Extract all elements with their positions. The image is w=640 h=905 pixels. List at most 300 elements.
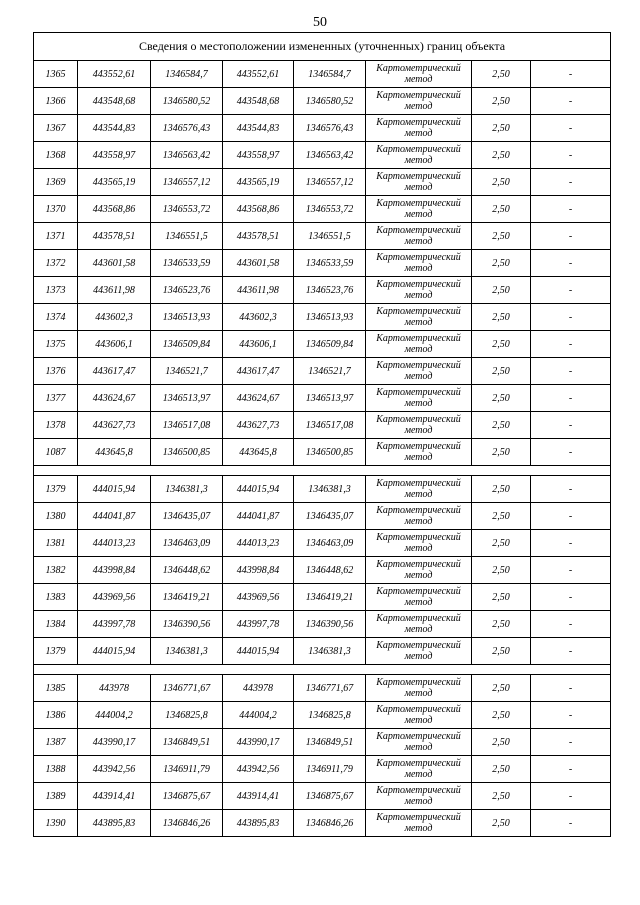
y-new-cell: 1346563,42 bbox=[294, 142, 366, 169]
method-line1: Картометрический bbox=[376, 333, 461, 344]
y-new-cell: 1346517,08 bbox=[294, 412, 366, 439]
table-row bbox=[34, 675, 611, 702]
point-number-cell: 1367 bbox=[34, 115, 78, 142]
method-line1: Картометрический bbox=[376, 505, 461, 516]
accuracy-cell: 2,50 bbox=[472, 412, 531, 439]
method-cell bbox=[366, 169, 472, 196]
point-number-cell: 1369 bbox=[34, 169, 78, 196]
y-existing-cell: 1346849,51 bbox=[151, 729, 223, 756]
y-existing-cell: 1346533,59 bbox=[151, 250, 223, 277]
y-new-cell: 1346381,3 bbox=[294, 638, 366, 665]
method-line2: метод bbox=[404, 570, 433, 581]
description-cell: - bbox=[531, 223, 611, 250]
group-separator-row bbox=[34, 466, 611, 476]
x-existing-cell: 443601,58 bbox=[78, 250, 151, 277]
method-line2: метод bbox=[404, 398, 433, 409]
method-line2: метод bbox=[404, 128, 433, 139]
description-cell: - bbox=[531, 304, 611, 331]
accuracy-cell: 2,50 bbox=[472, 503, 531, 530]
y-existing-cell: 1346563,42 bbox=[151, 142, 223, 169]
y-new-cell: 1346463,09 bbox=[294, 530, 366, 557]
method-line1: Картометрический bbox=[376, 559, 461, 570]
x-existing-cell: 443990,17 bbox=[78, 729, 151, 756]
x-existing-cell: 443997,78 bbox=[78, 611, 151, 638]
y-existing-cell: 1346381,3 bbox=[151, 638, 223, 665]
accuracy-cell: 2,50 bbox=[472, 675, 531, 702]
y-new-cell: 1346435,07 bbox=[294, 503, 366, 530]
method-cell bbox=[366, 385, 472, 412]
method-cell bbox=[366, 439, 472, 466]
x-new-cell: 443914,41 bbox=[223, 783, 294, 810]
description-cell: - bbox=[531, 729, 611, 756]
method-cell bbox=[366, 358, 472, 385]
method-cell bbox=[366, 476, 472, 503]
method-line1: Картометрический bbox=[376, 198, 461, 209]
description-cell: - bbox=[531, 530, 611, 557]
point-number-cell: 1381 bbox=[34, 530, 78, 557]
table-row bbox=[34, 169, 611, 196]
y-new-cell: 1346849,51 bbox=[294, 729, 366, 756]
method-line1: Картометрический bbox=[376, 306, 461, 317]
point-number-cell: 1365 bbox=[34, 61, 78, 88]
description-cell: - bbox=[531, 503, 611, 530]
y-new-cell: 1346513,93 bbox=[294, 304, 366, 331]
y-new-cell: 1346553,72 bbox=[294, 196, 366, 223]
point-number-cell: 1383 bbox=[34, 584, 78, 611]
description-cell: - bbox=[531, 675, 611, 702]
method-line2: метод bbox=[404, 263, 433, 274]
method-line1: Картометрический bbox=[376, 613, 461, 624]
accuracy-cell: 2,50 bbox=[472, 810, 531, 837]
table-row bbox=[34, 196, 611, 223]
table-row bbox=[34, 223, 611, 250]
method-cell bbox=[366, 810, 472, 837]
y-existing-cell: 1346463,09 bbox=[151, 530, 223, 557]
accuracy-cell: 2,50 bbox=[472, 476, 531, 503]
table-row bbox=[34, 783, 611, 810]
accuracy-cell: 2,50 bbox=[472, 439, 531, 466]
method-cell bbox=[366, 783, 472, 810]
x-existing-cell: 443914,41 bbox=[78, 783, 151, 810]
y-existing-cell: 1346576,43 bbox=[151, 115, 223, 142]
table-row bbox=[34, 304, 611, 331]
table-row bbox=[34, 439, 611, 466]
x-existing-cell: 443998,84 bbox=[78, 557, 151, 584]
method-cell bbox=[366, 412, 472, 439]
y-existing-cell: 1346771,67 bbox=[151, 675, 223, 702]
x-new-cell: 443645,8 bbox=[223, 439, 294, 466]
accuracy-cell: 2,50 bbox=[472, 88, 531, 115]
y-new-cell: 1346448,62 bbox=[294, 557, 366, 584]
method-line2: метод bbox=[404, 425, 433, 436]
y-existing-cell: 1346517,08 bbox=[151, 412, 223, 439]
y-existing-cell: 1346513,97 bbox=[151, 385, 223, 412]
method-line1: Картометрический bbox=[376, 758, 461, 769]
method-cell bbox=[366, 196, 472, 223]
point-number-cell: 1366 bbox=[34, 88, 78, 115]
point-number-cell: 1375 bbox=[34, 331, 78, 358]
description-cell: - bbox=[531, 61, 611, 88]
y-existing-cell: 1346557,12 bbox=[151, 169, 223, 196]
point-number-cell: 1372 bbox=[34, 250, 78, 277]
method-line1: Картометрический bbox=[376, 171, 461, 182]
method-line2: метод bbox=[404, 344, 433, 355]
point-number-cell: 1380 bbox=[34, 503, 78, 530]
accuracy-cell: 2,50 bbox=[472, 358, 531, 385]
y-new-cell: 1346580,52 bbox=[294, 88, 366, 115]
method-cell bbox=[366, 702, 472, 729]
description-cell: - bbox=[531, 385, 611, 412]
accuracy-cell: 2,50 bbox=[472, 611, 531, 638]
y-existing-cell: 1346551,5 bbox=[151, 223, 223, 250]
method-cell bbox=[366, 530, 472, 557]
y-existing-cell: 1346509,84 bbox=[151, 331, 223, 358]
x-new-cell: 443969,56 bbox=[223, 584, 294, 611]
y-new-cell: 1346825,8 bbox=[294, 702, 366, 729]
y-new-cell: 1346911,79 bbox=[294, 756, 366, 783]
y-existing-cell: 1346846,26 bbox=[151, 810, 223, 837]
point-number-cell: 1087 bbox=[34, 439, 78, 466]
method-line2: метод bbox=[404, 769, 433, 780]
table-row bbox=[34, 142, 611, 169]
point-number-cell: 1370 bbox=[34, 196, 78, 223]
description-cell: - bbox=[531, 250, 611, 277]
point-number-cell: 1379 bbox=[34, 476, 78, 503]
table-row bbox=[34, 331, 611, 358]
point-number-cell: 1388 bbox=[34, 756, 78, 783]
y-new-cell: 1346523,76 bbox=[294, 277, 366, 304]
accuracy-cell: 2,50 bbox=[472, 304, 531, 331]
table-row bbox=[34, 115, 611, 142]
x-existing-cell: 444015,94 bbox=[78, 638, 151, 665]
x-new-cell: 443627,73 bbox=[223, 412, 294, 439]
table-row bbox=[34, 61, 611, 88]
y-existing-cell: 1346390,56 bbox=[151, 611, 223, 638]
table-row bbox=[34, 476, 611, 503]
y-existing-cell: 1346584,7 bbox=[151, 61, 223, 88]
method-cell bbox=[366, 277, 472, 304]
method-line1: Картометрический bbox=[376, 731, 461, 742]
point-number-cell: 1373 bbox=[34, 277, 78, 304]
method-line1: Картометрический bbox=[376, 812, 461, 823]
point-number-cell: 1382 bbox=[34, 557, 78, 584]
method-line2: метод bbox=[404, 516, 433, 527]
x-existing-cell: 443558,97 bbox=[78, 142, 151, 169]
x-existing-cell: 444015,94 bbox=[78, 476, 151, 503]
method-cell bbox=[366, 503, 472, 530]
accuracy-cell: 2,50 bbox=[472, 385, 531, 412]
y-new-cell: 1346381,3 bbox=[294, 476, 366, 503]
x-existing-cell: 443978 bbox=[78, 675, 151, 702]
x-existing-cell: 443606,1 bbox=[78, 331, 151, 358]
x-existing-cell: 443942,56 bbox=[78, 756, 151, 783]
table-title-row bbox=[34, 33, 611, 61]
x-existing-cell: 443624,67 bbox=[78, 385, 151, 412]
y-new-cell: 1346576,43 bbox=[294, 115, 366, 142]
method-line2: метод bbox=[404, 651, 433, 662]
method-line1: Картометрический bbox=[376, 532, 461, 543]
accuracy-cell: 2,50 bbox=[472, 584, 531, 611]
accuracy-cell: 2,50 bbox=[472, 277, 531, 304]
method-line1: Картометрический bbox=[376, 90, 461, 101]
x-existing-cell: 443548,68 bbox=[78, 88, 151, 115]
x-existing-cell: 444041,87 bbox=[78, 503, 151, 530]
x-new-cell: 443602,3 bbox=[223, 304, 294, 331]
method-line2: метод bbox=[404, 290, 433, 301]
y-existing-cell: 1346523,76 bbox=[151, 277, 223, 304]
description-cell: - bbox=[531, 476, 611, 503]
x-existing-cell: 443578,51 bbox=[78, 223, 151, 250]
method-line2: метод bbox=[404, 236, 433, 247]
method-line1: Картометрический bbox=[376, 387, 461, 398]
method-line2: метод bbox=[404, 624, 433, 635]
method-line2: метод bbox=[404, 688, 433, 699]
method-line2: метод bbox=[404, 101, 433, 112]
group-separator-row bbox=[34, 665, 611, 675]
x-new-cell: 444041,87 bbox=[223, 503, 294, 530]
y-existing-cell: 1346521,7 bbox=[151, 358, 223, 385]
point-number-cell: 1389 bbox=[34, 783, 78, 810]
table-row bbox=[34, 358, 611, 385]
accuracy-cell: 2,50 bbox=[472, 756, 531, 783]
accuracy-cell: 2,50 bbox=[472, 61, 531, 88]
group-separator bbox=[34, 665, 611, 675]
y-existing-cell: 1346419,21 bbox=[151, 584, 223, 611]
description-cell: - bbox=[531, 196, 611, 223]
x-new-cell: 443568,86 bbox=[223, 196, 294, 223]
table-row bbox=[34, 729, 611, 756]
x-existing-cell: 443602,3 bbox=[78, 304, 151, 331]
point-number-cell: 1368 bbox=[34, 142, 78, 169]
point-number-cell: 1371 bbox=[34, 223, 78, 250]
x-new-cell: 443997,78 bbox=[223, 611, 294, 638]
method-line1: Картометрический bbox=[376, 144, 461, 155]
method-cell bbox=[366, 223, 472, 250]
accuracy-cell: 2,50 bbox=[472, 557, 531, 584]
accuracy-cell: 2,50 bbox=[472, 223, 531, 250]
y-new-cell: 1346500,85 bbox=[294, 439, 366, 466]
y-new-cell: 1346419,21 bbox=[294, 584, 366, 611]
method-line1: Картометрический bbox=[376, 63, 461, 74]
x-new-cell: 443548,68 bbox=[223, 88, 294, 115]
method-cell bbox=[366, 61, 472, 88]
description-cell: - bbox=[531, 88, 611, 115]
x-new-cell: 443601,58 bbox=[223, 250, 294, 277]
method-line1: Картометрический bbox=[376, 414, 461, 425]
x-new-cell: 444004,2 bbox=[223, 702, 294, 729]
accuracy-cell: 2,50 bbox=[472, 331, 531, 358]
method-line2: метод bbox=[404, 371, 433, 382]
method-line2: метод bbox=[404, 155, 433, 166]
y-new-cell: 1346551,5 bbox=[294, 223, 366, 250]
x-existing-cell: 443611,98 bbox=[78, 277, 151, 304]
y-existing-cell: 1346911,79 bbox=[151, 756, 223, 783]
method-line1: Картометрический bbox=[376, 586, 461, 597]
y-new-cell: 1346533,59 bbox=[294, 250, 366, 277]
point-number-cell: 1374 bbox=[34, 304, 78, 331]
method-line1: Картометрический bbox=[376, 677, 461, 688]
x-existing-cell: 443544,83 bbox=[78, 115, 151, 142]
method-line1: Картометрический bbox=[376, 225, 461, 236]
x-existing-cell: 443568,86 bbox=[78, 196, 151, 223]
method-line2: метод bbox=[404, 543, 433, 554]
description-cell: - bbox=[531, 358, 611, 385]
y-new-cell: 1346875,67 bbox=[294, 783, 366, 810]
method-line1: Картометрический bbox=[376, 478, 461, 489]
y-new-cell: 1346509,84 bbox=[294, 331, 366, 358]
table-row bbox=[34, 557, 611, 584]
x-new-cell: 443617,47 bbox=[223, 358, 294, 385]
method-line1: Картометрический bbox=[376, 117, 461, 128]
accuracy-cell: 2,50 bbox=[472, 638, 531, 665]
y-existing-cell: 1346448,62 bbox=[151, 557, 223, 584]
accuracy-cell: 2,50 bbox=[472, 196, 531, 223]
method-line1: Картометрический bbox=[376, 704, 461, 715]
method-line2: метод bbox=[404, 74, 433, 85]
point-number-cell: 1378 bbox=[34, 412, 78, 439]
method-cell bbox=[366, 557, 472, 584]
method-line1: Картометрический bbox=[376, 640, 461, 651]
table-row bbox=[34, 412, 611, 439]
point-number-cell: 1386 bbox=[34, 702, 78, 729]
method-cell bbox=[366, 675, 472, 702]
method-line2: метод bbox=[404, 317, 433, 328]
point-number-cell: 1377 bbox=[34, 385, 78, 412]
x-new-cell: 444015,94 bbox=[223, 638, 294, 665]
y-new-cell: 1346771,67 bbox=[294, 675, 366, 702]
x-new-cell: 443558,97 bbox=[223, 142, 294, 169]
x-new-cell: 444013,23 bbox=[223, 530, 294, 557]
method-line2: метод bbox=[404, 823, 433, 834]
x-new-cell: 443565,19 bbox=[223, 169, 294, 196]
x-new-cell: 443998,84 bbox=[223, 557, 294, 584]
point-number-cell: 1379 bbox=[34, 638, 78, 665]
description-cell: - bbox=[531, 702, 611, 729]
group-separator bbox=[34, 466, 611, 476]
x-existing-cell: 444004,2 bbox=[78, 702, 151, 729]
x-existing-cell: 443969,56 bbox=[78, 584, 151, 611]
y-new-cell: 1346390,56 bbox=[294, 611, 366, 638]
accuracy-cell: 2,50 bbox=[472, 115, 531, 142]
x-new-cell: 443990,17 bbox=[223, 729, 294, 756]
method-cell bbox=[366, 729, 472, 756]
description-cell: - bbox=[531, 277, 611, 304]
point-number-cell: 1390 bbox=[34, 810, 78, 837]
method-cell bbox=[366, 250, 472, 277]
page-number: 50 bbox=[313, 15, 327, 30]
description-cell: - bbox=[531, 783, 611, 810]
method-line2: метод bbox=[404, 489, 433, 500]
method-line2: метод bbox=[404, 182, 433, 193]
x-new-cell: 444015,94 bbox=[223, 476, 294, 503]
boundary-coordinates-table bbox=[33, 32, 611, 837]
method-line2: метод bbox=[404, 597, 433, 608]
y-new-cell: 1346557,12 bbox=[294, 169, 366, 196]
method-line1: Картометрический bbox=[376, 279, 461, 290]
y-existing-cell: 1346580,52 bbox=[151, 88, 223, 115]
x-existing-cell: 444013,23 bbox=[78, 530, 151, 557]
description-cell: - bbox=[531, 611, 611, 638]
method-cell bbox=[366, 88, 472, 115]
description-cell: - bbox=[531, 115, 611, 142]
point-number-cell: 1376 bbox=[34, 358, 78, 385]
table-row bbox=[34, 584, 611, 611]
table-row bbox=[34, 88, 611, 115]
method-cell bbox=[366, 611, 472, 638]
y-existing-cell: 1346553,72 bbox=[151, 196, 223, 223]
description-cell: - bbox=[531, 142, 611, 169]
method-line2: метод bbox=[404, 452, 433, 463]
accuracy-cell: 2,50 bbox=[472, 783, 531, 810]
table-row bbox=[34, 277, 611, 304]
table-row bbox=[34, 810, 611, 837]
y-existing-cell: 1346825,8 bbox=[151, 702, 223, 729]
x-new-cell: 443942,56 bbox=[223, 756, 294, 783]
method-cell bbox=[366, 331, 472, 358]
y-new-cell: 1346521,7 bbox=[294, 358, 366, 385]
method-cell bbox=[366, 304, 472, 331]
x-new-cell: 443552,61 bbox=[223, 61, 294, 88]
method-line1: Картометрический bbox=[376, 785, 461, 796]
table-title: Сведения о местоположении измененных (уточненных) границ объекта bbox=[34, 33, 611, 61]
y-existing-cell: 1346500,85 bbox=[151, 439, 223, 466]
y-existing-cell: 1346381,3 bbox=[151, 476, 223, 503]
table-row bbox=[34, 638, 611, 665]
description-cell: - bbox=[531, 439, 611, 466]
method-cell bbox=[366, 756, 472, 783]
x-new-cell: 443978 bbox=[223, 675, 294, 702]
description-cell: - bbox=[531, 584, 611, 611]
method-cell bbox=[366, 638, 472, 665]
method-line2: метод bbox=[404, 796, 433, 807]
table-row bbox=[34, 702, 611, 729]
table-row bbox=[34, 611, 611, 638]
table-row bbox=[34, 503, 611, 530]
x-new-cell: 443895,83 bbox=[223, 810, 294, 837]
method-line2: метод bbox=[404, 715, 433, 726]
point-number-cell: 1387 bbox=[34, 729, 78, 756]
y-existing-cell: 1346875,67 bbox=[151, 783, 223, 810]
description-cell: - bbox=[531, 169, 611, 196]
method-line1: Картометрический bbox=[376, 441, 461, 452]
description-cell: - bbox=[531, 412, 611, 439]
x-new-cell: 443611,98 bbox=[223, 277, 294, 304]
y-new-cell: 1346846,26 bbox=[294, 810, 366, 837]
description-cell: - bbox=[531, 756, 611, 783]
method-cell bbox=[366, 142, 472, 169]
description-cell: - bbox=[531, 331, 611, 358]
accuracy-cell: 2,50 bbox=[472, 250, 531, 277]
method-cell bbox=[366, 115, 472, 142]
method-line2: метод bbox=[404, 209, 433, 220]
x-existing-cell: 443552,61 bbox=[78, 61, 151, 88]
x-existing-cell: 443895,83 bbox=[78, 810, 151, 837]
description-cell: - bbox=[531, 810, 611, 837]
point-number-cell: 1385 bbox=[34, 675, 78, 702]
method-cell bbox=[366, 584, 472, 611]
table-row bbox=[34, 385, 611, 412]
accuracy-cell: 2,50 bbox=[472, 169, 531, 196]
table-row bbox=[34, 250, 611, 277]
method-line2: метод bbox=[404, 742, 433, 753]
x-new-cell: 443606,1 bbox=[223, 331, 294, 358]
x-new-cell: 443624,67 bbox=[223, 385, 294, 412]
x-new-cell: 443578,51 bbox=[223, 223, 294, 250]
method-line1: Картометрический bbox=[376, 252, 461, 263]
accuracy-cell: 2,50 bbox=[472, 729, 531, 756]
table-row bbox=[34, 756, 611, 783]
y-existing-cell: 1346435,07 bbox=[151, 503, 223, 530]
